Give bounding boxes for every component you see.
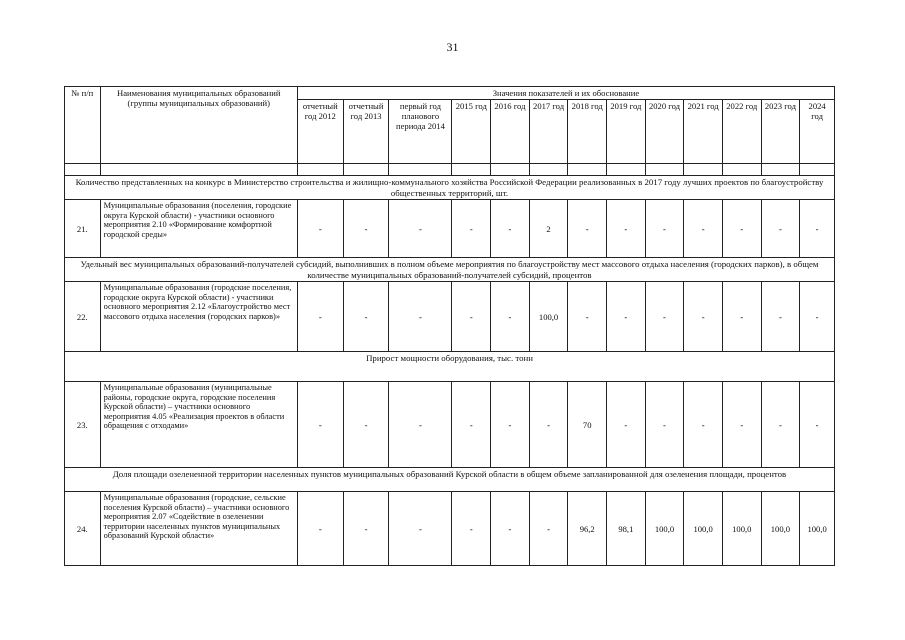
value-cell: -	[389, 200, 452, 258]
section-title: Прирост мощности оборудования, тыс. тонн	[65, 352, 835, 382]
header-year: первый год планового периода 2014	[389, 100, 452, 164]
value-cell: -	[529, 382, 568, 468]
header-year: 2019 год	[607, 100, 646, 164]
section-header	[65, 176, 835, 200]
row-number: 22.	[65, 282, 101, 352]
value-cell: -	[452, 382, 491, 468]
value-cell: -	[452, 282, 491, 352]
value-cell: -	[452, 200, 491, 258]
value-cell: -	[343, 200, 389, 258]
table-row	[65, 492, 835, 566]
value-cell: 100,0	[645, 492, 684, 566]
value-cell: -	[389, 282, 452, 352]
value-cell: -	[684, 282, 723, 352]
value-cell: -	[568, 282, 607, 352]
header-year: 2024 год	[800, 100, 835, 164]
header-year: 2021 год	[684, 100, 723, 164]
value-cell: -	[343, 382, 389, 468]
header-year: отчетный год 2012	[297, 100, 343, 164]
header-num: № п/п	[65, 87, 101, 164]
value-cell: -	[297, 382, 343, 468]
indicators-table	[64, 86, 835, 566]
value-cell: 70	[568, 382, 607, 468]
row-name: Муниципальные образования (муниципальные районы, городские округа, городские поселения Курской области) – участники основного мероприятия 4.05 «Реализация проектов в области обращения с отходами»	[100, 382, 297, 468]
value-cell: -	[491, 492, 530, 566]
value-cell: -	[568, 200, 607, 258]
value-cell: -	[761, 382, 800, 468]
table-row	[65, 382, 835, 468]
value-cell: 2	[529, 200, 568, 258]
row-name: Муниципальные образования (городские, сельские поселения Курской области) – участники основного мероприятия 2.07 «Содействие в озеленении территории населенных пунктов муниципальных образований Курской области»	[100, 492, 297, 566]
value-cell: -	[389, 492, 452, 566]
row-name: Муниципальные образования (городские поселения, городские округа Курской области) - участники основного мероприятия 2.12 «Благоустройство мест массового отдыха населения (городских парков)»	[100, 282, 297, 352]
value-cell: -	[491, 200, 530, 258]
value-cell: -	[684, 200, 723, 258]
value-cell: -	[607, 282, 646, 352]
value-cell: -	[761, 200, 800, 258]
page-number: 31	[446, 40, 459, 54]
value-cell: -	[389, 382, 452, 468]
value-cell: 96,2	[568, 492, 607, 566]
value-cell: -	[297, 282, 343, 352]
header-year: 2018 год	[568, 100, 607, 164]
value-cell: -	[645, 282, 684, 352]
value-cell: -	[491, 382, 530, 468]
value-cell: 100,0	[722, 492, 761, 566]
value-cell: -	[722, 382, 761, 468]
value-cell: -	[722, 282, 761, 352]
value-cell: -	[645, 382, 684, 468]
row-number: 21.	[65, 200, 101, 258]
row-number: 23.	[65, 382, 101, 468]
section-header	[65, 258, 835, 282]
row-name: Муниципальные образования (поселения, городские округа Курской области) - участники основного мероприятия 2.10 «Формирование комфортной городской среды»	[100, 200, 297, 258]
value-cell: -	[529, 492, 568, 566]
value-cell: -	[800, 200, 835, 258]
value-cell: 100,0	[800, 492, 835, 566]
header-year: 2016 год	[491, 100, 530, 164]
value-cell: 100,0	[684, 492, 723, 566]
value-cell: -	[684, 382, 723, 468]
header-year: 2020 год	[645, 100, 684, 164]
header-name: Наименования муниципальных образований (группы муниципальных образований)	[100, 87, 297, 164]
section-header	[65, 468, 835, 492]
section-title: Удельный вес муниципальных образований-получателей субсидий, выполнивших в полном объеме мероприятия по благоустройству мест массового отдыха населения (городских парков), в общем количестве муниципальных образований-получателей субсидий, процентов	[65, 258, 835, 282]
header-year: 2015 год	[452, 100, 491, 164]
value-cell: -	[297, 492, 343, 566]
empty-row	[65, 164, 835, 176]
section-title: Доля площади озелененной территории населенных пунктов муниципальных образований Курской области в общем объеме запланированной для озеленения площади, процентов	[65, 468, 835, 492]
section-header	[65, 352, 835, 382]
header-year: 2022 год	[722, 100, 761, 164]
header-values: Значения показателей и их обоснование	[297, 87, 834, 100]
value-cell: -	[761, 282, 800, 352]
value-cell: -	[343, 282, 389, 352]
value-cell: 100,0	[761, 492, 800, 566]
value-cell: -	[452, 492, 491, 566]
value-cell: -	[607, 382, 646, 468]
value-cell: -	[645, 200, 684, 258]
table-row	[65, 200, 835, 258]
value-cell: -	[343, 492, 389, 566]
table-row	[65, 282, 835, 352]
value-cell: -	[607, 200, 646, 258]
value-cell: -	[491, 282, 530, 352]
header-year: 2017 год	[529, 100, 568, 164]
section-title: Количество представленных на конкурс в Министерство строительства и жилищно-коммунального хозяйства Российской Федерации реализованных в 2017 году лучших проектов по благоустройству общественных территорий, шт.	[65, 176, 835, 200]
row-number: 24.	[65, 492, 101, 566]
value-cell: 98,1	[607, 492, 646, 566]
value-cell: -	[722, 200, 761, 258]
value-cell: 100,0	[529, 282, 568, 352]
value-cell: -	[297, 200, 343, 258]
value-cell: -	[800, 382, 835, 468]
header-year: 2023 год	[761, 100, 800, 164]
value-cell: -	[800, 282, 835, 352]
header-year: отчетный год 2013	[343, 100, 389, 164]
